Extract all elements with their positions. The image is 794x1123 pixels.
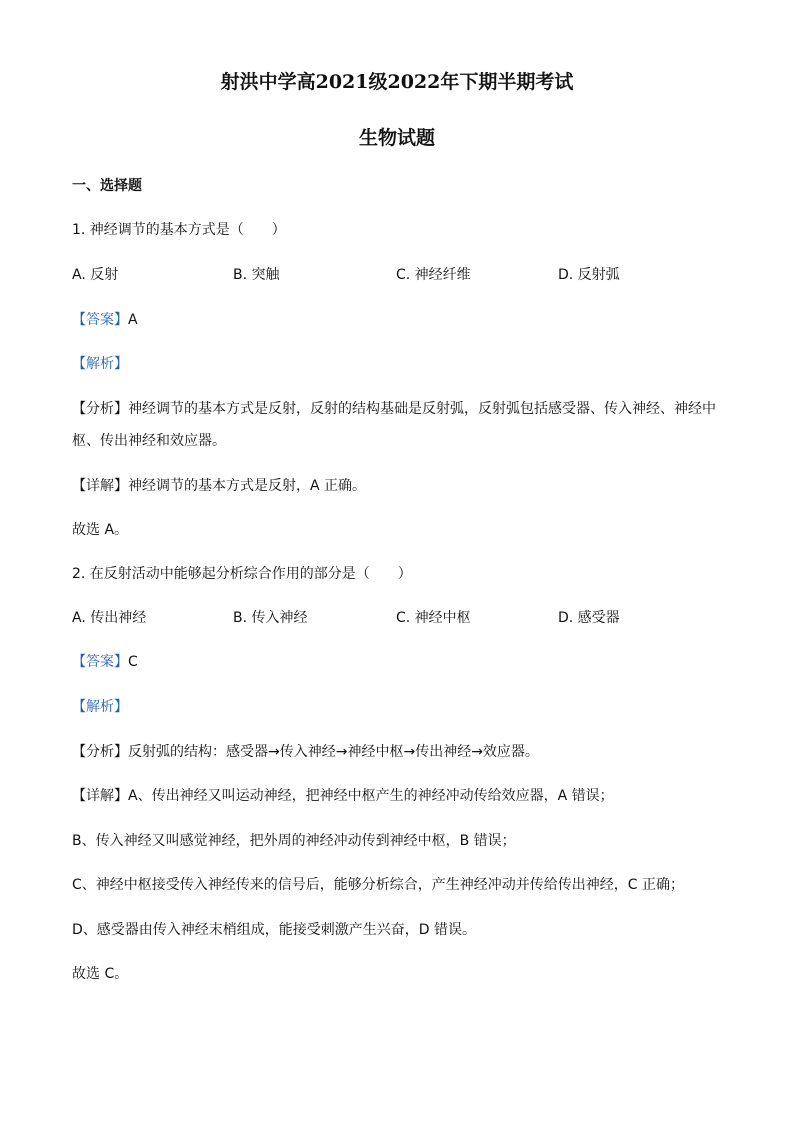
question-1-xiangjie xyxy=(72,476,732,496)
fenxi-tag: 【分析】 xyxy=(72,401,128,417)
answer-tag: 【答案】 xyxy=(72,654,128,670)
question-2-detail-b: B、传入神经又叫感觉神经，把外周的神经冲动传到神经中枢，B 错误； xyxy=(72,833,516,849)
question-1-fenxi-line-1 xyxy=(72,399,732,419)
question-1-analysis-heading xyxy=(72,354,732,374)
xiangjie-text: A、传出神经又叫运动神经，把神经中枢产生的神经冲动传给效应器，A 错误； xyxy=(128,788,614,804)
xiangjie-tag: 【详解】 xyxy=(72,478,128,494)
question-1-option-d: D. 反射弧 xyxy=(558,267,620,283)
question-1-option-b: B. 突触 xyxy=(233,267,280,283)
question-2-conclusion: 故选 C。 xyxy=(72,966,129,982)
fenxi-text: 反射弧的结构：感受器→传入神经→神经中枢→传出神经→效应器。 xyxy=(128,744,539,760)
answer-tag: 【答案】 xyxy=(72,312,128,328)
analysis-tag: 【解析】 xyxy=(72,356,128,372)
answer-value: A xyxy=(128,312,138,328)
question-2-option-d: D. 感受器 xyxy=(558,610,620,626)
question-1-option-a: A. 反射 xyxy=(72,267,119,283)
question-2-option-b: B. 传入神经 xyxy=(233,610,308,626)
question-2-option-a: A. 传出神经 xyxy=(72,610,147,626)
question-1-option-c: C. 神经纤维 xyxy=(396,267,471,283)
question-2-detail-d: D、感受器由传入神经末梢组成，能接受刺激产生兴奋，D 错误。 xyxy=(72,922,477,938)
question-1-conclusion: 故选 A。 xyxy=(72,522,129,538)
question-2-fenxi xyxy=(72,742,732,762)
answer-value: C xyxy=(128,654,138,670)
exam-subtitle: 生物试题 xyxy=(358,127,435,149)
question-1-stem: 1. 神经调节的基本方式是（ ） xyxy=(72,222,286,238)
question-1-fenxi-line-2: 枢、传出神经和效应器。 xyxy=(72,433,226,449)
question-1-answer xyxy=(72,310,732,330)
question-2-option-c: C. 神经中枢 xyxy=(396,610,471,626)
xiangjie-tag: 【详解】 xyxy=(72,788,128,804)
fenxi-tag: 【分析】 xyxy=(72,744,128,760)
question-2-answer xyxy=(72,652,732,672)
exam-title: 射洪中学高2021级2022年下期半期考试 xyxy=(220,71,574,93)
question-2-xiangjie-a xyxy=(72,786,732,806)
question-2-detail-c: C、神经中枢接受传入神经传来的信号后，能够分析综合，产生神经冲动并传给传出神经，C 正确； xyxy=(72,877,684,893)
fenxi-text: 神经调节的基本方式是反射，反射的结构基础是反射弧，反射弧包括感受器、传入神经、神经中 xyxy=(128,401,716,417)
question-2-stem: 2. 在反射活动中能够起分析综合作用的部分是（ ） xyxy=(72,566,412,582)
analysis-tag: 【解析】 xyxy=(72,699,128,715)
xiangjie-text: 神经调节的基本方式是反射，A 正确。 xyxy=(128,478,367,494)
section-heading: 一、选择题 xyxy=(72,178,142,194)
question-2-analysis-heading xyxy=(72,697,732,717)
